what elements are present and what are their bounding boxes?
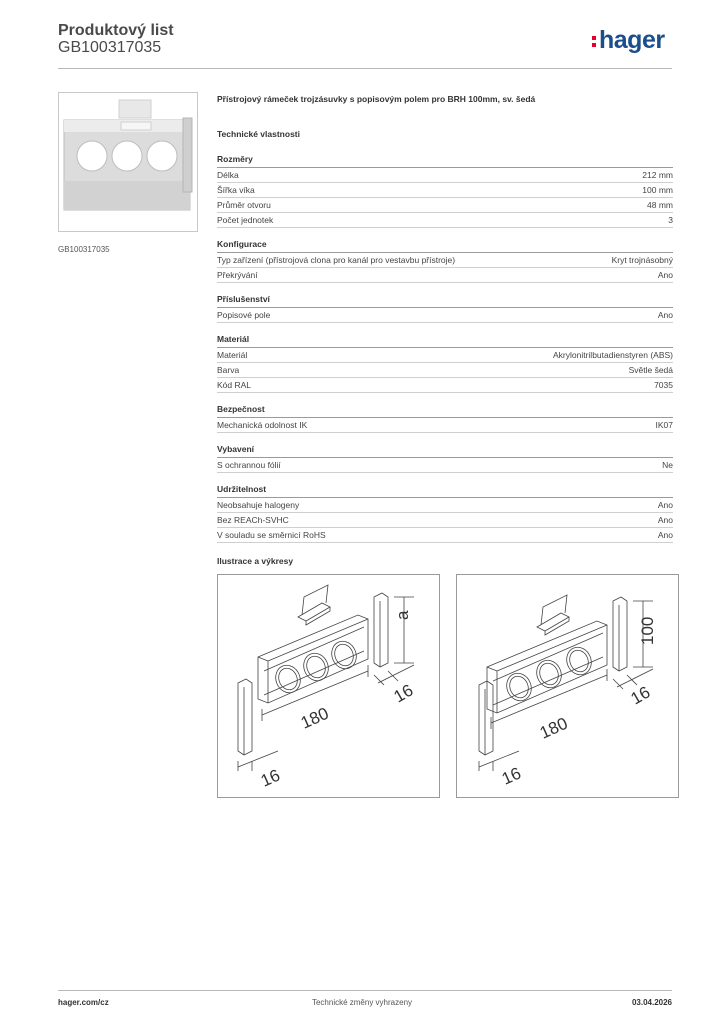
hager-logo (592, 28, 665, 53)
drawing-2-dim-length: 180 (536, 713, 571, 743)
section-title: Udržitelnost (217, 484, 673, 498)
spec-value: Ano (657, 500, 673, 510)
spec-value: Ano (657, 515, 673, 525)
spec-label: Materiál (217, 350, 248, 360)
spec-value: 7035 (654, 380, 673, 390)
technical-properties-title: Technické vlastnosti (217, 129, 300, 139)
spec-label: Mechanická odolnost IK (217, 420, 308, 430)
section-title: Vybavení (217, 444, 673, 458)
drawing-1-dim-height: a (393, 610, 412, 620)
logo-text: hager (599, 26, 665, 54)
section-title: Rozměry (217, 154, 673, 168)
drawing-2-dim-depth-right: 16 (627, 682, 654, 709)
spec-row (217, 348, 673, 363)
spec-label: Kód RAL (217, 380, 252, 390)
footer-divider (58, 990, 672, 991)
product-image (58, 92, 198, 232)
spec-value: 100 mm (642, 185, 673, 195)
footer-date: 03.04.2026 (631, 998, 672, 1007)
section-title: Příslušenství (217, 294, 673, 308)
spec-value: 3 (668, 215, 673, 225)
spec-value: Ne (662, 460, 673, 470)
spec-value: Ano (657, 270, 673, 280)
section-title: Konfigurace (217, 239, 673, 253)
spec-value: Ano (657, 530, 673, 540)
spec-value: Světle šedá (628, 365, 673, 375)
spec-value: Akrylonitrilbutadienstyren (ABS) (553, 350, 673, 360)
technical-drawing-2 (456, 574, 679, 798)
section-title: Materiál (217, 334, 673, 348)
spec-row (217, 458, 673, 473)
drawing-1-dim-depth-right: 16 (390, 680, 417, 707)
section-title: Bezpečnost (217, 404, 673, 418)
spec-section (217, 334, 673, 393)
footer-website-link[interactable]: hager.com/cz (58, 998, 109, 1007)
spec-label: Neobsahuje halogeny (217, 500, 300, 510)
spec-sections (217, 154, 673, 543)
spec-row (217, 253, 673, 268)
spec-row (217, 268, 673, 283)
drawing-2-svg (457, 575, 678, 797)
page-title: Produktový list (58, 22, 174, 39)
spec-label: Šířka víka (217, 185, 255, 195)
spec-section (217, 294, 673, 323)
spec-row (217, 308, 673, 323)
spec-label: Překrývání (217, 270, 258, 280)
spec-value: 212 mm (642, 170, 673, 180)
spec-label: Typ zařízení (přístrojová clona pro kanál pro vestavbu přístroje) (217, 255, 456, 265)
spec-label: Barva (217, 365, 240, 375)
spec-label: Průměr otvoru (217, 200, 271, 210)
spec-row (217, 198, 673, 213)
technical-drawing-1 (217, 574, 440, 798)
drawing-1-dim-depth-left: 16 (257, 765, 283, 791)
spec-label: Popisové pole (217, 310, 271, 320)
drawing-2-dim-depth-left: 16 (498, 763, 524, 789)
spec-value: 48 mm (647, 200, 673, 210)
spec-label: Délka (217, 170, 239, 180)
spec-row (217, 498, 673, 513)
spec-section (217, 484, 673, 543)
spec-row (217, 213, 673, 228)
product-photo-icon (59, 93, 197, 231)
spec-label: S ochrannou fólií (217, 460, 281, 470)
spec-value: IK07 (655, 420, 673, 430)
spec-label: V souladu se směrnicí RoHS (217, 530, 326, 540)
spec-section (217, 154, 673, 228)
spec-row (217, 168, 673, 183)
spec-row (217, 513, 673, 528)
product-code: GB100317035 (58, 39, 162, 56)
spec-label: Počet jednotek (217, 215, 274, 225)
spec-label: Bez REACh-SVHC (217, 515, 289, 525)
spec-row (217, 528, 673, 543)
illustrations-title: Ilustrace a výkresy (217, 556, 294, 566)
drawing-1-svg (218, 575, 439, 797)
spec-section (217, 239, 673, 283)
spec-content (217, 94, 673, 554)
spec-value: Kryt trojnásobný (611, 255, 673, 265)
spec-row (217, 183, 673, 198)
spec-value: Ano (657, 310, 673, 320)
image-caption: GB100317035 (58, 245, 110, 254)
product-description: Přístrojový rámeček trojzásuvky s popisovým polem pro BRH 100mm, sv. šedá (217, 94, 536, 104)
header-divider (58, 68, 672, 69)
footer-note: Technické změny vyhrazeny (311, 998, 413, 1007)
spec-row (217, 363, 673, 378)
logo-dots-icon (592, 33, 597, 49)
spec-section (217, 404, 673, 433)
spec-row (217, 378, 673, 393)
spec-section (217, 444, 673, 473)
drawing-2-dim-height: 100 (638, 616, 657, 645)
drawing-1-dim-length: 180 (297, 703, 332, 733)
spec-row (217, 418, 673, 433)
